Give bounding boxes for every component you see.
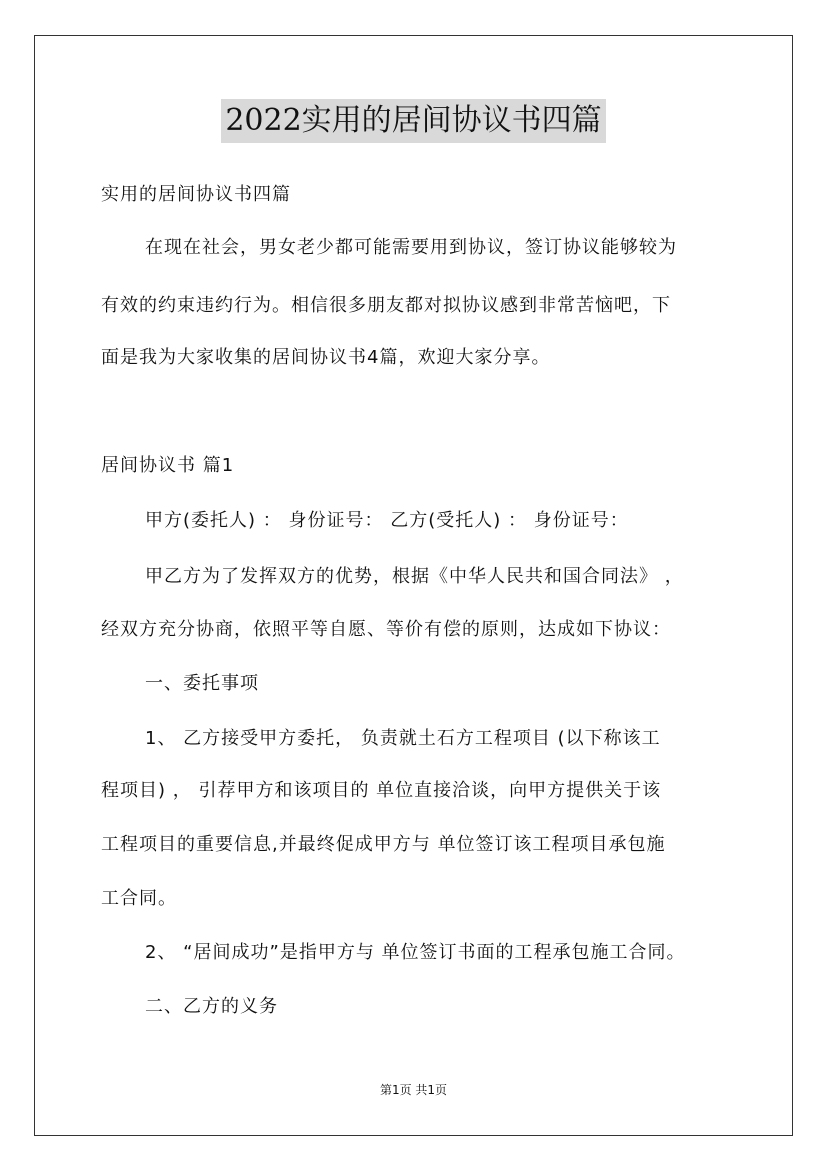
paragraph-line: 甲乙方为了发挥双方的优势，根据《中华人民共和国合同法》 ， xyxy=(145,566,684,587)
section-heading: 居间协议书 篇1 xyxy=(101,455,235,476)
title-container xyxy=(0,99,827,143)
clause-heading: 一、委托事项 xyxy=(145,673,259,694)
paragraph-line: 工程项目的重要信息,并最终促成甲方与 单位签订该工程项目承包施 xyxy=(101,834,666,855)
document-title: 2022实用的居间协议书四篇 xyxy=(221,99,605,143)
subtitle-line: 实用的居间协议书四篇 xyxy=(101,184,291,205)
paragraph-line: 有效的约束违约行为。相信很多朋友都对拟协议感到非常苦恼吧，下 xyxy=(101,295,671,316)
paragraph-line: 2、 “居间成功”是指甲方与 单位签订书面的工程承包施工合同。 xyxy=(145,942,686,963)
paragraph-line: 面是我为大家收集的居间协议书4篇，欢迎大家分享。 xyxy=(101,347,551,368)
paragraph-line: 1、 乙方接受甲方委托， 负责就土石方工程项目 (以下称该工 xyxy=(145,728,661,749)
clause-heading: 二、乙方的义务 xyxy=(145,996,278,1017)
paragraph-line: 工合同。 xyxy=(101,888,177,909)
paragraph-line: 甲方(委托人) ： 身份证号： 乙方(受托人) ： 身份证号： xyxy=(145,510,629,531)
paragraph-line: 经双方充分协商，依照平等自愿、等价有偿的原则，达成如下协议： xyxy=(101,619,671,640)
page-footer: 第1页 共1页 xyxy=(379,1083,448,1097)
paragraph-line: 在现在社会，男女老少都可能需要用到协议，签订协议能够较为 xyxy=(145,237,677,258)
paragraph-line: 程项目) ， 引荐甲方和该项目的 单位直接洽谈，向甲方提供关于该 xyxy=(101,780,662,801)
